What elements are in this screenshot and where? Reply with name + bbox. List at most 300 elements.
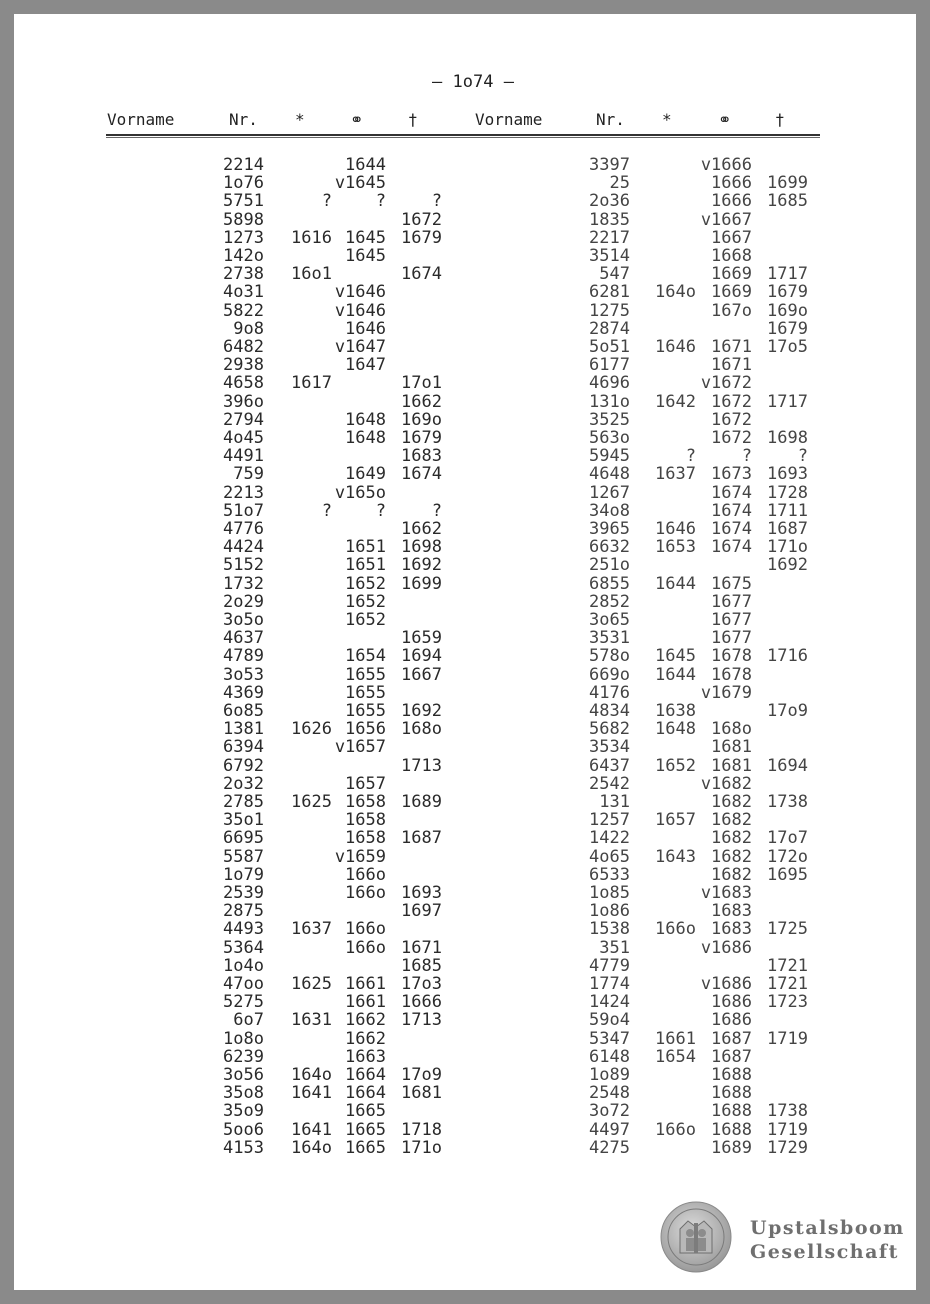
register-number: 2o36 <box>589 191 630 212</box>
death-year: 1717 <box>767 391 808 412</box>
death-year: 1681 <box>401 1083 442 1104</box>
birth-year: 1652 <box>655 755 696 776</box>
register-number: 563o <box>589 428 630 448</box>
marriage-year: 1658 <box>345 792 386 812</box>
death-year: 1721 <box>767 955 808 976</box>
register-number: 4o31 <box>223 282 264 303</box>
marriage-year: 1665 <box>345 1101 386 1122</box>
register-number: 131 <box>599 792 630 812</box>
marriage-year: 166o <box>345 864 386 885</box>
birth-year: 1637 <box>655 464 696 485</box>
marriage-year: v1667 <box>700 209 752 230</box>
death-year: 1662 <box>401 519 442 539</box>
death-year: 17o1 <box>401 373 442 394</box>
birth-year: 164o <box>291 1065 332 1085</box>
birth-year: 164o <box>655 282 696 303</box>
marriage-year: 1682 <box>711 864 752 885</box>
birth-year: 1617 <box>291 373 332 394</box>
death-year: 1738 <box>767 1101 808 1122</box>
register-number: 2o32 <box>223 773 264 794</box>
death-year: 1685 <box>401 955 442 976</box>
marriage-year: 1673 <box>711 464 752 485</box>
register-number: 4637 <box>223 628 264 649</box>
register-number: 4696 <box>589 373 630 394</box>
birth-year: 1657 <box>655 810 696 831</box>
birth-year: 1642 <box>655 391 696 412</box>
death-year: 1725 <box>767 919 808 940</box>
birth-year: 1638 <box>655 701 696 721</box>
marriage-year: v1672 <box>700 373 752 394</box>
marriage-year: 1651 <box>345 555 386 576</box>
marriage-year: 1645 <box>345 246 386 266</box>
birth-year: 1661 <box>655 1028 696 1049</box>
marriage-year: 1674 <box>711 537 752 558</box>
marriage-year: ? <box>375 191 386 212</box>
register-number: 2852 <box>589 591 630 612</box>
birth-year: 1625 <box>291 792 332 812</box>
death-year: 172o <box>767 846 808 867</box>
marriage-year: v1683 <box>700 883 752 903</box>
marriage-year: 1683 <box>711 919 752 940</box>
register-number: 1538 <box>589 919 630 940</box>
register-number: 9o8 <box>233 318 264 339</box>
register-number: 1835 <box>589 209 630 230</box>
register-number: 5587 <box>223 846 264 867</box>
register-number: 4176 <box>589 682 630 703</box>
death-year: 1694 <box>767 755 808 776</box>
death-year: 1672 <box>401 209 442 230</box>
marriage-year: 1658 <box>345 810 386 831</box>
death-year: 1721 <box>767 974 808 994</box>
birth-year: 164o <box>291 1137 332 1158</box>
death-year: 1698 <box>767 428 808 448</box>
register-number: 1o76 <box>223 173 264 194</box>
death-year: 1697 <box>401 901 442 922</box>
death-year: 1692 <box>401 555 442 576</box>
marriage-year: 1678 <box>711 664 752 685</box>
register-number: 2738 <box>223 264 264 285</box>
header-died-right: † <box>775 110 785 129</box>
register-number: 2213 <box>223 482 264 503</box>
marriage-year: 1656 <box>345 719 386 740</box>
marriage-year: 1681 <box>711 755 752 776</box>
death-year: 1662 <box>401 391 442 412</box>
header-vorname-right: Vorname <box>475 110 543 129</box>
birth-year: ? <box>321 191 332 212</box>
death-year: 1671 <box>401 937 442 958</box>
death-year: 1679 <box>401 428 442 448</box>
marriage-year: 1688 <box>711 1083 752 1104</box>
register-number: 1o85 <box>589 883 630 903</box>
register-number: 578o <box>589 646 630 667</box>
death-year: 1659 <box>401 628 442 649</box>
marriage-year: 1674 <box>711 500 752 521</box>
marriage-year: 1655 <box>345 701 386 721</box>
marriage-year: 1664 <box>345 1083 386 1104</box>
death-year: 1719 <box>767 1028 808 1049</box>
marriage-year: 1677 <box>711 610 752 630</box>
death-year: 1699 <box>767 173 808 194</box>
marriage-year: 1649 <box>345 464 386 485</box>
marriage-year: 1682 <box>711 792 752 812</box>
marriage-year: v1686 <box>700 937 752 958</box>
register-number: 5945 <box>589 446 630 467</box>
death-year: 1728 <box>767 482 808 503</box>
register-number: 3o53 <box>223 664 264 685</box>
register-number: 2542 <box>589 773 630 794</box>
death-year: 1674 <box>401 264 442 285</box>
register-number: 4275 <box>589 1137 630 1158</box>
register-number: 5822 <box>223 300 264 321</box>
birth-year: 1644 <box>655 573 696 594</box>
marriage-year: v1646 <box>334 300 386 321</box>
marriage-year: 1645 <box>345 227 386 248</box>
death-year: 1713 <box>401 1010 442 1031</box>
death-year: 1687 <box>767 519 808 539</box>
marriage-year: 1648 <box>345 409 386 430</box>
register-number: 6533 <box>589 864 630 885</box>
birth-year: 1646 <box>655 519 696 539</box>
register-number: 6o85 <box>223 701 264 721</box>
register-number: 4153 <box>223 1137 264 1158</box>
marriage-year: v1657 <box>334 737 386 758</box>
marriage-year: v1659 <box>334 846 386 867</box>
marriage-year: 1674 <box>711 519 752 539</box>
birth-year: 166o <box>655 1119 696 1140</box>
birth-year: 1625 <box>291 974 332 994</box>
header-died-left: † <box>408 110 418 129</box>
register-number: 4497 <box>589 1119 630 1140</box>
register-number: 5152 <box>223 555 264 576</box>
marriage-year: 1652 <box>345 591 386 612</box>
marriage-year: 1669 <box>711 264 752 285</box>
header-vorname-left: Vorname <box>107 110 175 129</box>
marriage-year: 1651 <box>345 537 386 558</box>
marriage-year: 1687 <box>711 1028 752 1049</box>
marriage-year: 1672 <box>711 391 752 412</box>
marriage-year: 1678 <box>711 646 752 667</box>
marriage-year: 1675 <box>711 573 752 594</box>
marriage-year: 1674 <box>711 482 752 503</box>
register-number: 2548 <box>589 1083 630 1104</box>
marriage-year: 166o <box>345 883 386 903</box>
register-number: 6792 <box>223 755 264 776</box>
birth-year: ? <box>685 446 696 467</box>
marriage-year: 167o <box>711 300 752 321</box>
register-number: 251o <box>589 555 630 576</box>
register-number: 3525 <box>589 409 630 430</box>
marriage-year: ? <box>375 500 386 521</box>
header-married-left: ⚭ <box>350 110 364 129</box>
marriage-year: 1648 <box>345 428 386 448</box>
death-year: 1683 <box>401 446 442 467</box>
header-nr-right: Nr. <box>596 110 625 129</box>
register-number: 4779 <box>589 955 630 976</box>
birth-year: 16o1 <box>291 264 332 285</box>
death-year: 1674 <box>401 464 442 485</box>
marriage-year: 1682 <box>711 846 752 867</box>
header-nr-left: Nr. <box>229 110 258 129</box>
death-year: ? <box>431 191 442 212</box>
birth-year: 1641 <box>291 1083 332 1104</box>
register-number: 4658 <box>223 373 264 394</box>
death-year: ? <box>797 446 808 467</box>
register-number: 51o7 <box>223 500 264 521</box>
marriage-year: v165o <box>334 482 386 503</box>
register-number: 3514 <box>589 246 630 266</box>
death-year: 17o9 <box>767 701 808 721</box>
marriage-year: 1671 <box>711 337 752 357</box>
register-number: 3397 <box>589 155 630 175</box>
register-number: 4776 <box>223 519 264 539</box>
marriage-year: 1687 <box>711 1046 752 1067</box>
register-number: 1422 <box>589 828 630 849</box>
register-number: 131o <box>589 391 630 412</box>
marriage-year: 1646 <box>345 318 386 339</box>
death-year: 17o5 <box>767 337 808 357</box>
death-year: 1667 <box>401 664 442 685</box>
marriage-year: v1686 <box>700 974 752 994</box>
marriage-year: 1686 <box>711 1010 752 1031</box>
birth-year: 1626 <box>291 719 332 740</box>
marriage-year: 1669 <box>711 282 752 303</box>
register-number: 4491 <box>223 446 264 467</box>
death-year: 1687 <box>401 828 442 849</box>
death-year: 169o <box>767 300 808 321</box>
register-number: 5347 <box>589 1028 630 1049</box>
death-year: 1694 <box>401 646 442 667</box>
marriage-year: v1682 <box>700 773 752 794</box>
register-number: 669o <box>589 664 630 685</box>
marriage-year: 1664 <box>345 1065 386 1085</box>
register-number: 6437 <box>589 755 630 776</box>
register-number: 6394 <box>223 737 264 758</box>
marriage-year: 1672 <box>711 428 752 448</box>
register-number: 35o9 <box>223 1101 264 1122</box>
marriage-year: 1657 <box>345 773 386 794</box>
birth-year: 1616 <box>291 227 332 248</box>
header-rule <box>106 134 820 138</box>
register-number: 35o1 <box>223 810 264 831</box>
marriage-year: 1681 <box>711 737 752 758</box>
register-number: 25 <box>609 173 630 194</box>
register-number: 1o89 <box>589 1065 630 1085</box>
marriage-year: ? <box>741 446 752 467</box>
register-number: 1267 <box>589 482 630 503</box>
register-number: 1381 <box>223 719 264 740</box>
register-number: 6o7 <box>233 1010 264 1031</box>
register-number: 5751 <box>223 191 264 212</box>
register-number: 2874 <box>589 318 630 339</box>
register-number: 4o65 <box>589 846 630 867</box>
death-year: 1693 <box>401 883 442 903</box>
death-year: ? <box>431 500 442 521</box>
marriage-year: 1686 <box>711 992 752 1013</box>
marriage-year: 1688 <box>711 1065 752 1085</box>
branding-line-1: Upstalsboom <box>750 1217 905 1239</box>
register-number: 4o45 <box>223 428 264 448</box>
marriage-year: 1666 <box>711 173 752 194</box>
register-number: 1o4o <box>223 955 264 976</box>
register-number: 759 <box>233 464 264 485</box>
marriage-year: 1665 <box>345 1137 386 1158</box>
marriage-year: v1679 <box>700 682 752 703</box>
register-number: 3o5o <box>223 610 264 630</box>
register-number: 5682 <box>589 719 630 740</box>
register-number: 351 <box>599 937 630 958</box>
marriage-year: 1652 <box>345 573 386 594</box>
register-number: 3o72 <box>589 1101 630 1122</box>
register-number: 2539 <box>223 883 264 903</box>
header-married-right: ⚭ <box>718 110 732 129</box>
register-number: 4369 <box>223 682 264 703</box>
death-year: 1679 <box>767 318 808 339</box>
death-year: 17o3 <box>401 974 442 994</box>
register-number: 1o86 <box>589 901 630 922</box>
marriage-year: 1661 <box>345 992 386 1013</box>
birth-year: 166o <box>655 919 696 940</box>
birth-year: 1654 <box>655 1046 696 1067</box>
marriage-year: 1661 <box>345 974 386 994</box>
marriage-year: 1688 <box>711 1119 752 1140</box>
birth-year: ? <box>321 500 332 521</box>
death-year: 17o7 <box>767 828 808 849</box>
marriage-year: 1665 <box>345 1119 386 1140</box>
register-number: 2785 <box>223 792 264 812</box>
birth-year: 1643 <box>655 846 696 867</box>
birth-year: 1631 <box>291 1010 332 1031</box>
marriage-year: 1663 <box>345 1046 386 1067</box>
register-number: 6695 <box>223 828 264 849</box>
register-number: 4493 <box>223 919 264 940</box>
death-year: 169o <box>401 409 442 430</box>
marriage-year: v1647 <box>334 337 386 357</box>
register-number: 1774 <box>589 974 630 994</box>
register-number: 4424 <box>223 537 264 558</box>
marriage-year: 1662 <box>345 1010 386 1031</box>
death-year: 1713 <box>401 755 442 776</box>
register-number: 6855 <box>589 573 630 594</box>
death-year: 1679 <box>401 227 442 248</box>
register-number: 2938 <box>223 355 264 376</box>
register-number: 5o51 <box>589 337 630 357</box>
marriage-year: 1682 <box>711 810 752 831</box>
register-number: 5898 <box>223 209 264 230</box>
birth-year: 1648 <box>655 719 696 740</box>
death-year: 1718 <box>401 1119 442 1140</box>
death-year: 1666 <box>401 992 442 1013</box>
register-number: 1732 <box>223 573 264 594</box>
register-number: 47oo <box>223 974 264 994</box>
register-number: 59o4 <box>589 1010 630 1031</box>
page-number: – 1o74 – <box>432 72 514 92</box>
register-number: 6148 <box>589 1046 630 1067</box>
marriage-year: 1666 <box>711 191 752 212</box>
marriage-year: 166o <box>345 919 386 940</box>
death-year: 1692 <box>767 555 808 576</box>
register-number: 1o79 <box>223 864 264 885</box>
marriage-year: v1646 <box>334 282 386 303</box>
death-year: 1729 <box>767 1137 808 1158</box>
death-year: 1693 <box>767 464 808 485</box>
death-year: 1716 <box>767 646 808 667</box>
header-born-left: * <box>295 110 305 129</box>
death-year: 1679 <box>767 282 808 303</box>
marriage-year: 1688 <box>711 1101 752 1122</box>
register-number: 1275 <box>589 300 630 321</box>
register-number: 2794 <box>223 409 264 430</box>
death-year: 171o <box>401 1137 442 1158</box>
register-number: 5oo6 <box>223 1119 264 1140</box>
register-number: 1257 <box>589 810 630 831</box>
birth-year: 1644 <box>655 664 696 685</box>
register-number: 1o8o <box>223 1028 264 1049</box>
marriage-year: 168o <box>711 719 752 740</box>
register-number: 1424 <box>589 992 630 1013</box>
marriage-year: 1667 <box>711 227 752 248</box>
marriage-year: 1647 <box>345 355 386 376</box>
marriage-year: v1666 <box>700 155 752 175</box>
death-year: 1717 <box>767 264 808 285</box>
death-year: 171o <box>767 537 808 558</box>
register-number: 3531 <box>589 628 630 649</box>
register-number: 3534 <box>589 737 630 758</box>
marriage-year: 1677 <box>711 591 752 612</box>
birth-year: 1645 <box>655 646 696 667</box>
register-number: 35o8 <box>223 1083 264 1104</box>
marriage-year: 1655 <box>345 664 386 685</box>
marriage-year: 1654 <box>345 646 386 667</box>
death-year: 1723 <box>767 992 808 1013</box>
death-year: 1689 <box>401 792 442 812</box>
marriage-year: 1658 <box>345 828 386 849</box>
death-year: 1738 <box>767 792 808 812</box>
birth-year: 1641 <box>291 1119 332 1140</box>
society-branding <box>750 1216 905 1264</box>
register-number: 6177 <box>589 355 630 376</box>
register-number: 5364 <box>223 937 264 958</box>
death-year: 1692 <box>401 701 442 721</box>
header-born-right: * <box>662 110 672 129</box>
death-year: 17o9 <box>401 1065 442 1085</box>
register-number: 4648 <box>589 464 630 485</box>
death-year: 1699 <box>401 573 442 594</box>
register-number: 3o65 <box>589 610 630 630</box>
register-number: 2875 <box>223 901 264 922</box>
register-number: 4834 <box>589 701 630 721</box>
branding-line-2: Gesellschaft <box>750 1241 899 1263</box>
marriage-year: 1644 <box>345 155 386 175</box>
birth-year: 1637 <box>291 919 332 940</box>
death-year: 168o <box>401 719 442 740</box>
register-number: 6482 <box>223 337 264 357</box>
register-number: 1273 <box>223 227 264 248</box>
marriage-year: 1662 <box>345 1028 386 1049</box>
marriage-year: 1671 <box>711 355 752 376</box>
register-number: 3965 <box>589 519 630 539</box>
marriage-year: 1677 <box>711 628 752 649</box>
register-number: 6281 <box>589 282 630 303</box>
marriage-year: 1668 <box>711 246 752 266</box>
death-year: 1695 <box>767 864 808 885</box>
death-year: 1711 <box>767 500 808 521</box>
register-number: 547 <box>599 264 630 285</box>
marriage-year: 1655 <box>345 682 386 703</box>
register-number: 142o <box>223 246 264 266</box>
birth-year: 1646 <box>655 337 696 357</box>
register-number: 2214 <box>223 155 264 175</box>
death-year: 1698 <box>401 537 442 558</box>
